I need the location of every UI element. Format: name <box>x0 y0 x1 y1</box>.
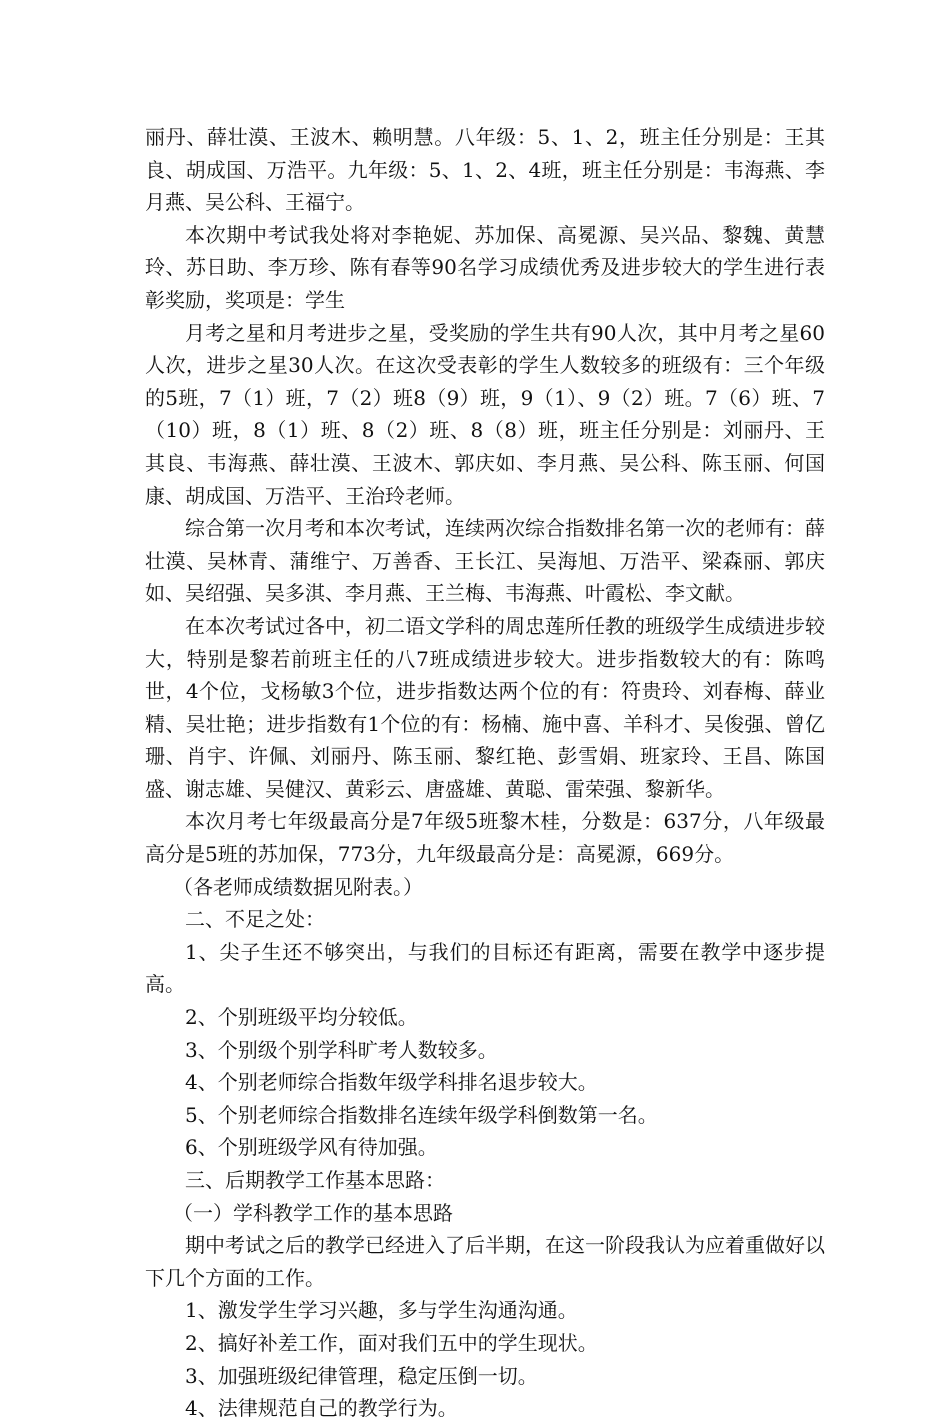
plan-item-1: 1、激发学生学习兴趣，多与学生沟通沟通。 <box>185 1298 578 1323</box>
shortcoming-item-6: 6、个别班级学风有待加强。 <box>185 1135 438 1160</box>
paragraph-second-half-intro: 期中考试之后的教学已经进入了后半期，在这一阶段我认为应着重做好以下几个方面的工作。 <box>145 1233 825 1290</box>
paragraph-top-index-teachers: 综合第一次月考和本次考试，连续两次综合指数排名第一次的老师有：薛壮漠、吴林青、蒲维宁、万善香、王长江、吴海旭、万浩平、梁森丽、郭庆如、吴绍强、吴多淇、李月燕、王兰梅、韦海燕、叶霞松、李文献。 <box>145 516 825 606</box>
document-body <box>145 121 825 1425</box>
plan-item-3: 3、加强班级纪律管理，稳定压倒一切。 <box>185 1363 538 1388</box>
paragraph-appendix-note: （各老师成绩数据见附表。） <box>173 874 423 899</box>
shortcoming-item-5: 5、个别老师综合指数排名连续年级学科倒数第一名。 <box>185 1102 658 1127</box>
shortcoming-item-1: 1、尖子生还不够突出，与我们的目标还有距离，需要在教学中逐步提高。 <box>145 939 825 997</box>
section-heading-teaching-plan: 三、后期教学工作基本思路： <box>185 1168 445 1192</box>
paragraph-award-students: 本次期中考试我处将对李艳妮、苏加保、高冕源、吴兴品、黎魏、黄慧玲、苏日助、李万珍、陈有春等90名学习成绩优秀及进步较大的学生进行表彰奖励，奖项是：学生 <box>145 222 825 312</box>
paragraph-highest-scores: 本次月考七年级最高分是7年级5班黎木桂，分数是：637分，八年级最高分是5班的苏加保，773分，九年级最高分是：高冕源，669分。 <box>145 809 825 867</box>
paragraph-monthly-stars: 月考之星和月考进步之星，受奖励的学生共有90人次，其中月考之星60人次，进步之星30人次。在这次受表彰的学生人数较多的班级有：三个年级的5班，7（1）班，7（2）班8（9）班，9（1）、9（2）班。7（6）班、7（10）班，8（1）班、8（2）班、8（8）班，班主任分别是：刘丽丹、王其良、韦海燕、薛壮漠、王波木、郭庆如、李月燕、吴公科、陈玉丽、何国康、胡成国、万浩平、王治玲老师。 <box>145 320 825 508</box>
shortcoming-item-2: 2、个别班级平均分较低。 <box>185 1005 418 1030</box>
paragraph-class-teachers-continued: 丽丹、薛壮漠、王波木、赖明慧。八年级：5、1、2，班主任分别是：王其良、胡成国、万浩平。九年级：5、1、2、4班，班主任分别是：韦海燕、李月燕、吴公科、王福宁。 <box>145 125 825 215</box>
subsection-heading-subject-teaching: （一）学科教学工作的基本思路 <box>173 1200 453 1225</box>
paragraph-progress-index: 在本次考试过各中，初二语文学科的周忠莲所任教的班级学生成绩进步较大，特别是黎若前班主任的八7班成绩进步较大。进步指数较大的有：陈鸣世，4个位，戈杨敏3个位，进步指数达两个位的有：符贵玲、刘春梅、薛业精、吴壮艳；进步指数有1个位的有：杨楠、施中喜、羊科才、吴俊强、曾亿珊、肖宇、许佩、刘丽丹、陈玉丽、黎红艳、彭雪娟、班家玲、王昌、陈国盛、谢志雄、吴健汉、黄彩云、唐盛雄、黄聪、雷荣强、黎新华。 <box>145 613 825 801</box>
shortcoming-item-3: 3、个别级个别学科旷考人数较多。 <box>185 1037 498 1062</box>
section-heading-shortcomings: 二、不足之处： <box>185 907 325 932</box>
plan-item-4: 4、法律规范自己的教学行为。 <box>185 1396 458 1421</box>
plan-item-2: 2、搞好补差工作，面对我们五中的学生现状。 <box>185 1330 598 1355</box>
shortcoming-item-4: 4、个别老师综合指数年级学科排名退步较大。 <box>185 1070 598 1095</box>
